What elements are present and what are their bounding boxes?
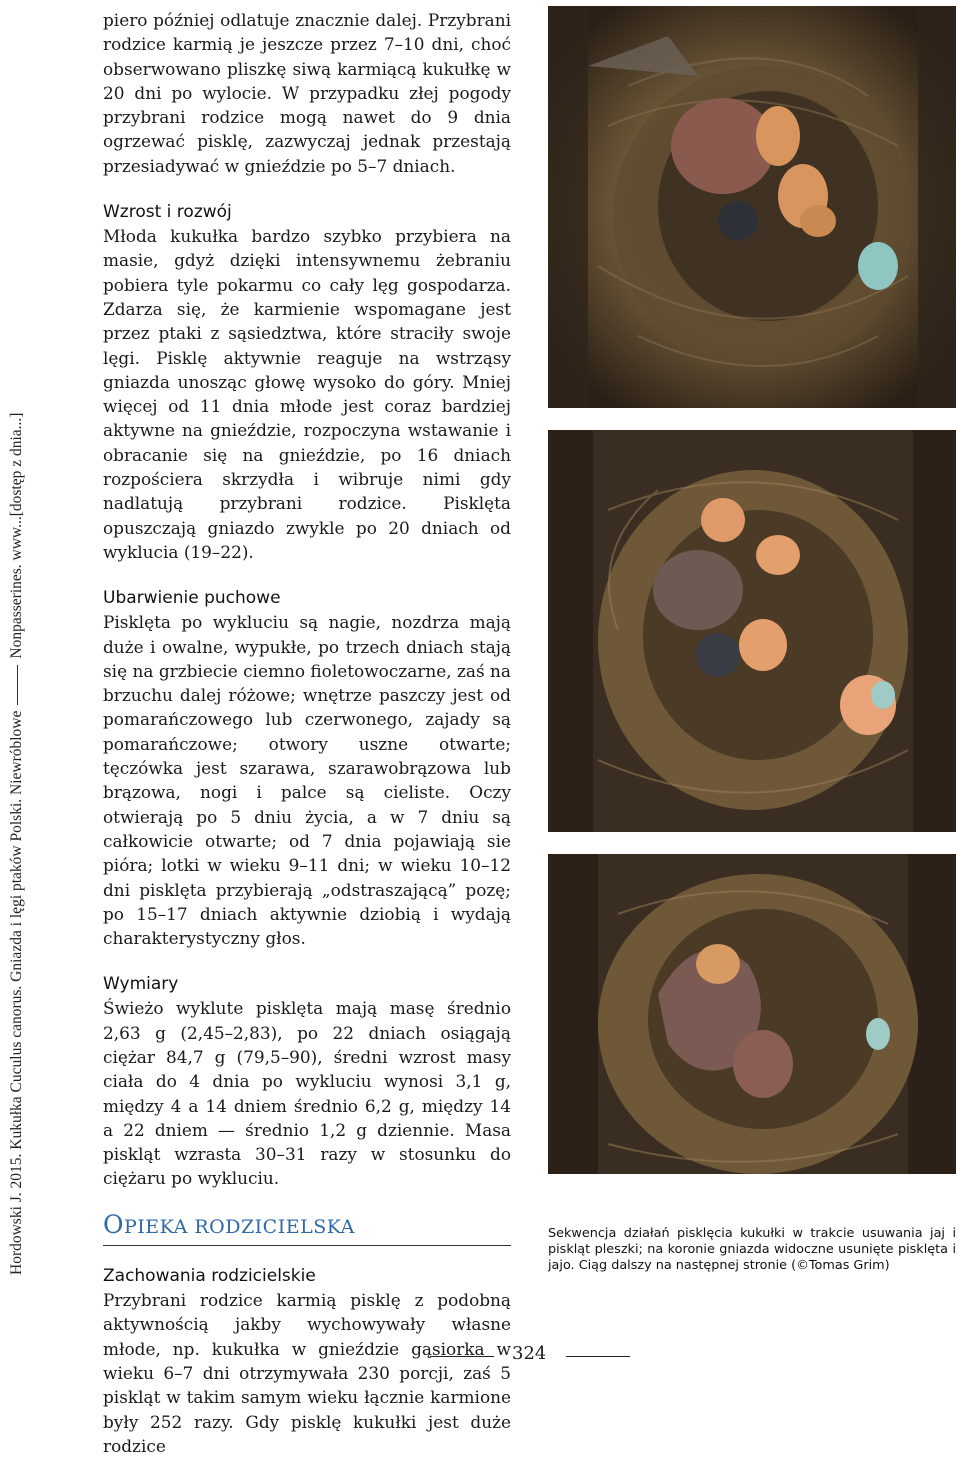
down-heading: Ubarwienie puchowe — [103, 588, 281, 609]
nest-photo-1 — [548, 6, 956, 408]
page-footer — [0, 1343, 960, 1369]
photo-caption: Sekwencja działań pisklęcia kukułki w trakcie usuwania jaj i piskląt pleszki; na koronie gniazda widoczne usunięte pisklęta i jajo. Ciąg dalszy na następnej stronie (©Tomas Grim) — [548, 1226, 956, 1273]
section-title-rest: PIEKA RODZICIELSKA — [124, 1215, 355, 1238]
section-title — [103, 1209, 511, 1246]
growth-heading: Wzrost i rozwój — [103, 202, 232, 223]
growth-text: Młoda kukułka bardzo szybko przybiera na masie, gdyż dzięki intensywnemu żebraniu pobiera tyle pokarmu co cały lęg gospodarza. Zdarza się, że karmienie wspomagane jest przez ptaki z sąsiedztwa, które straciły swoje lęgi. Pisklę aktywnie reaguje na wstrząsy gniazda unosząc głowę wysoko do góry. Mniej więcej od 11 dnia młode jest coraz bardziej aktywne na gnieździe, rozpoczyna wstawanie i obracanie się na gnieździe, po 16 dniach rozpościera skrzydła i wibruje nimi gdy nadlatują przybrani rodzice. Pisklęta opuszczają gniazdo zwykle po 20 dniach od wyklucia (19–22). — [103, 226, 511, 562]
parental-heading: Zachowania rodzicielskie — [103, 1266, 316, 1287]
nest-photo-3 — [548, 854, 956, 1174]
side-citation-rule — [17, 665, 18, 705]
parental-text: Przybrani rodzice karmią pisklę z podobną aktywnością jakby wychowywały własne młode, np. kukułka w gnieździe gąsiorka w wieku 6–7 dni otrzymywała 230 porcji, zaś 5 piskląt w takim samym wieku łącznie karmione były 252 razy. Gdy pisklę kukułki jest duże rodzice — [103, 1290, 511, 1456]
side-citation-part1: Hordowski J. 2015. Kukułka Cuculus canorus. Gniazda i lęgi ptaków Polski. Niewróblowe — [8, 710, 25, 1275]
section-title-initial: O — [103, 1209, 124, 1239]
measurements-text: Świeżo wyklute pisklęta mają masę średnio 2,63 g (2,45–2,83), po 22 dniach osiągają ciężar 84,7 g (79,5–90), średni wzrost masy ciała do 4 dnia po wykluciu wynosi 3,1 g, między 4 a 14 dniem średnio 6,2 g, między 14 a 22 dniem — średnio 1,2 g dziennie. Masa piskląt wzrasta 30–31 razy w stosunku do ciężaru po wykluciu. — [103, 998, 511, 1189]
side-citation-part2: Nonpasserines. www...[dostęp z dnia...] — [8, 412, 25, 659]
footer-rule-left — [430, 1356, 494, 1357]
nest-photo-2 — [548, 430, 956, 832]
text-column — [103, 8, 511, 1458]
measurements-heading: Wymiary — [103, 974, 179, 995]
photo-sequence — [548, 6, 956, 1196]
footer-rule-right — [566, 1356, 630, 1357]
down-text: Pisklęta po wykluciu są nagie, nozdrza mają duże i owalne, wypukłe, po trzech dniach stają się na grzbiecie ciemno fioletowoczarne, zaś na brzuchu dalej różowe; wnętrze paszczy jest od pomarańczowego lub czerwonego, zajady są pomarańczowe; otwory uszne otwarte; tęczówka jest szarawa, szarawobrązowa lub brązowa, nogi i palce są cieliste. Oczy otwierają po 5 dniu życia, a w 7 dniu są całkowicie otwarte; od 7 dnia pojawiają sie pióra; lotki w wieku 9–11 dni; w wieku 10–12 dni pisklęta przybierają „odstraszającą” pozę; po 15–17 dniach aktywnie dziobią i wydają charakterystyczny głos. — [103, 612, 511, 949]
intro-paragraph: piero później odlatuje znacznie dalej. Przybrani rodzice karmią je jeszcze przez 7–10 dni, choć obserwowano pliszkę siwą karmiącą kukułkę w 20 dni po wylocie. W przypadku złej pogody przybrani rodzice mogą nawet do 9 dnia ogrzewać pisklę, zazwyczaj jednak przestają przesiadywać w gnieździe po 5–7 dniach. — [103, 10, 511, 176]
side-citation — [2, 412, 32, 1275]
page-number: 324 — [512, 1343, 547, 1364]
